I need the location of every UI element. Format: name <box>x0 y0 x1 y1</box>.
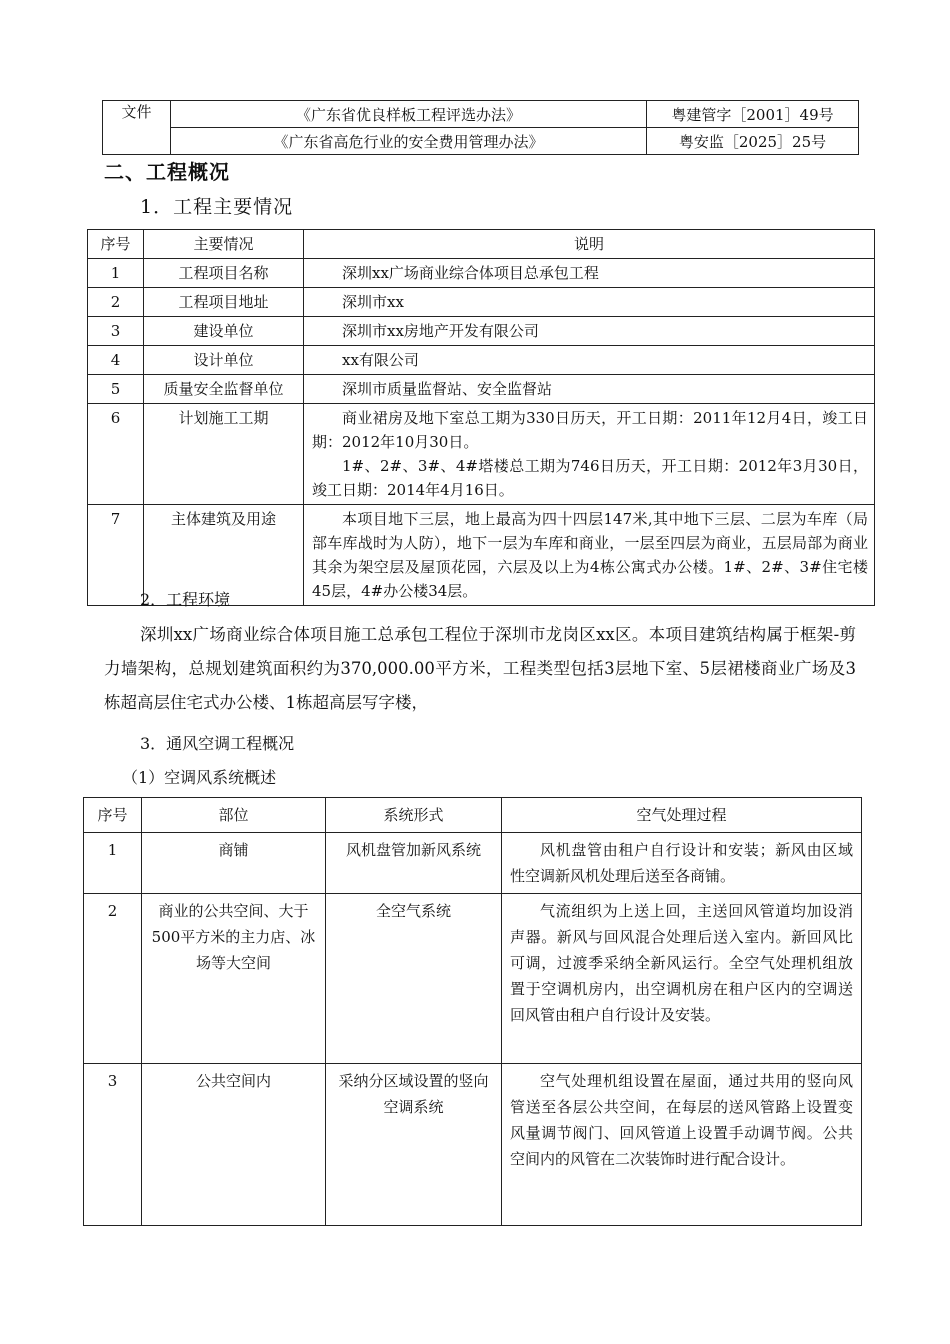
row-desc <box>304 375 875 404</box>
desc-text: 深圳市xx房地产开发有限公司 <box>342 322 539 340</box>
column-header: 系统形式 <box>326 798 502 833</box>
desc-text: xx有限公司 <box>342 351 419 369</box>
row-number: 5 <box>88 375 144 404</box>
row-number: 1 <box>84 833 142 894</box>
row-desc <box>304 288 875 317</box>
column-header: 部位 <box>142 798 326 833</box>
row-desc <box>304 505 875 606</box>
table-row <box>88 259 875 288</box>
row-item: 质量安全监督单位 <box>144 375 304 404</box>
column-header: 空气处理过程 <box>502 798 862 833</box>
ref-code: 粤建管字［2001］49号 <box>647 101 859 128</box>
row-part: 商铺 <box>142 833 326 894</box>
row-system: 全空气系统 <box>326 894 502 1064</box>
desc-paragraph: 商业裙房及地下室总工期为330日历天，开工日期：2011年12月4日，竣工日期：2012年10月30日。 <box>312 409 868 451</box>
table-row <box>88 317 875 346</box>
table-row <box>84 833 862 894</box>
hvac-heading: 3．通风空调工程概况 <box>140 734 295 753</box>
row-number: 3 <box>84 1064 142 1226</box>
row-item: 主体建筑及用途 <box>144 505 304 606</box>
row-number: 4 <box>88 346 144 375</box>
row-number: 2 <box>88 288 144 317</box>
table-header-row <box>84 798 862 833</box>
desc-text: 深圳市xx <box>342 293 404 311</box>
reference-documents-table <box>102 100 859 155</box>
table-row <box>88 404 875 505</box>
subsection-heading: 1．工程主要情况 <box>140 196 294 218</box>
row-number: 7 <box>88 505 144 606</box>
row-part: 公共空间内 <box>142 1064 326 1226</box>
column-header: 序号 <box>88 230 144 259</box>
ref-label <box>103 128 171 155</box>
desc-text: 深圳xx广场商业综合体项目总承包工程 <box>342 264 599 282</box>
table-row <box>103 101 859 128</box>
ref-doc: 《广东省优良样板工程评选办法》 <box>171 101 647 128</box>
table-row <box>84 894 862 1064</box>
table-row <box>88 375 875 404</box>
row-number: 1 <box>88 259 144 288</box>
desc-paragraph: 1#、2#、3#、4#塔楼总工期为746日历天，开工日期：2012年3月30日，竣工日期：2014年4月16日。 <box>312 457 868 499</box>
row-process: 气流组织为上送上回，主送回风管道均加设消声器。新风与回风混合处理后送入室内。新回风比可调，过渡季采纳全新风运行。全空气处理机组放置于空调机房内，出空调机房在租户区内的空调送回风管由租户自行设计及安装。 <box>502 894 862 1064</box>
row-number: 3 <box>88 317 144 346</box>
desc-paragraph: 本项目地下三层，地上最高为四十四层147米,其中地下三层、二层为车库（局部车库战时为人防），地下一层为车库和商业，一层至四层为商业，五层局部为商业其余为架空层及屋顶花园，六层及以上为4栋公寓式办公楼。1#、2#、3#住宅楼45层，4#办公楼34层。 <box>312 510 868 600</box>
row-number: 6 <box>88 404 144 505</box>
row-part: 商业的公共空间、大于500平方米的主力店、冰场等大空间 <box>142 894 326 1064</box>
column-header: 说明 <box>304 230 875 259</box>
row-system: 风机盘管加新风系统 <box>326 833 502 894</box>
row-desc <box>304 317 875 346</box>
environment-heading: 2．工程环境 <box>140 590 231 609</box>
row-process: 风机盘管由租户自行设计和安装；新风由区域性空调新风机处理后送至各商铺。 <box>502 833 862 894</box>
row-number: 2 <box>84 894 142 1064</box>
desc-text: 深圳市质量监督站、安全监督站 <box>342 380 553 398</box>
air-system-table <box>83 797 862 1226</box>
row-desc <box>304 346 875 375</box>
table-header-row <box>88 230 875 259</box>
table-row <box>88 288 875 317</box>
hvac-subheading: （1）空调风系统概述 <box>122 768 277 787</box>
column-header: 序号 <box>84 798 142 833</box>
row-desc <box>304 404 875 505</box>
row-item: 工程项目地址 <box>144 288 304 317</box>
table-row <box>103 128 859 155</box>
table-row <box>84 1064 862 1226</box>
row-item: 建设单位 <box>144 317 304 346</box>
environment-paragraph: 深圳xx广场商业综合体项目施工总承包工程位于深圳市龙岗区xx区。本项目建筑结构属于框架-剪力墙架构，总规划建筑面积约为370,000.00平方米，工程类型包括3层地下室、5层裙楼商业广场及3栋超高层住宅式办公楼、1栋超高层写字楼， <box>104 625 856 712</box>
row-desc <box>304 259 875 288</box>
project-info-table <box>87 229 875 606</box>
row-system: 采纳分区域设置的竖向空调系统 <box>326 1064 502 1226</box>
ref-code: 粤安监［2025］25号 <box>647 128 859 155</box>
ref-doc: 《广东省高危行业的安全费用管理办法》 <box>171 128 647 155</box>
row-item: 设计单位 <box>144 346 304 375</box>
section-heading: 二、工程概况 <box>104 160 230 184</box>
row-item: 计划施工工期 <box>144 404 304 505</box>
row-process: 空气处理机组设置在屋面，通过共用的竖向风管送至各层公共空间，在每层的送风管路上设置变风量调节阀门、回风管道上设置手动调节阀。公共空间内的风管在二次装饰时进行配合设计。 <box>502 1064 862 1226</box>
row-item: 工程项目名称 <box>144 259 304 288</box>
column-header: 主要情况 <box>144 230 304 259</box>
table-row <box>88 346 875 375</box>
ref-label: 文件 <box>103 101 171 128</box>
